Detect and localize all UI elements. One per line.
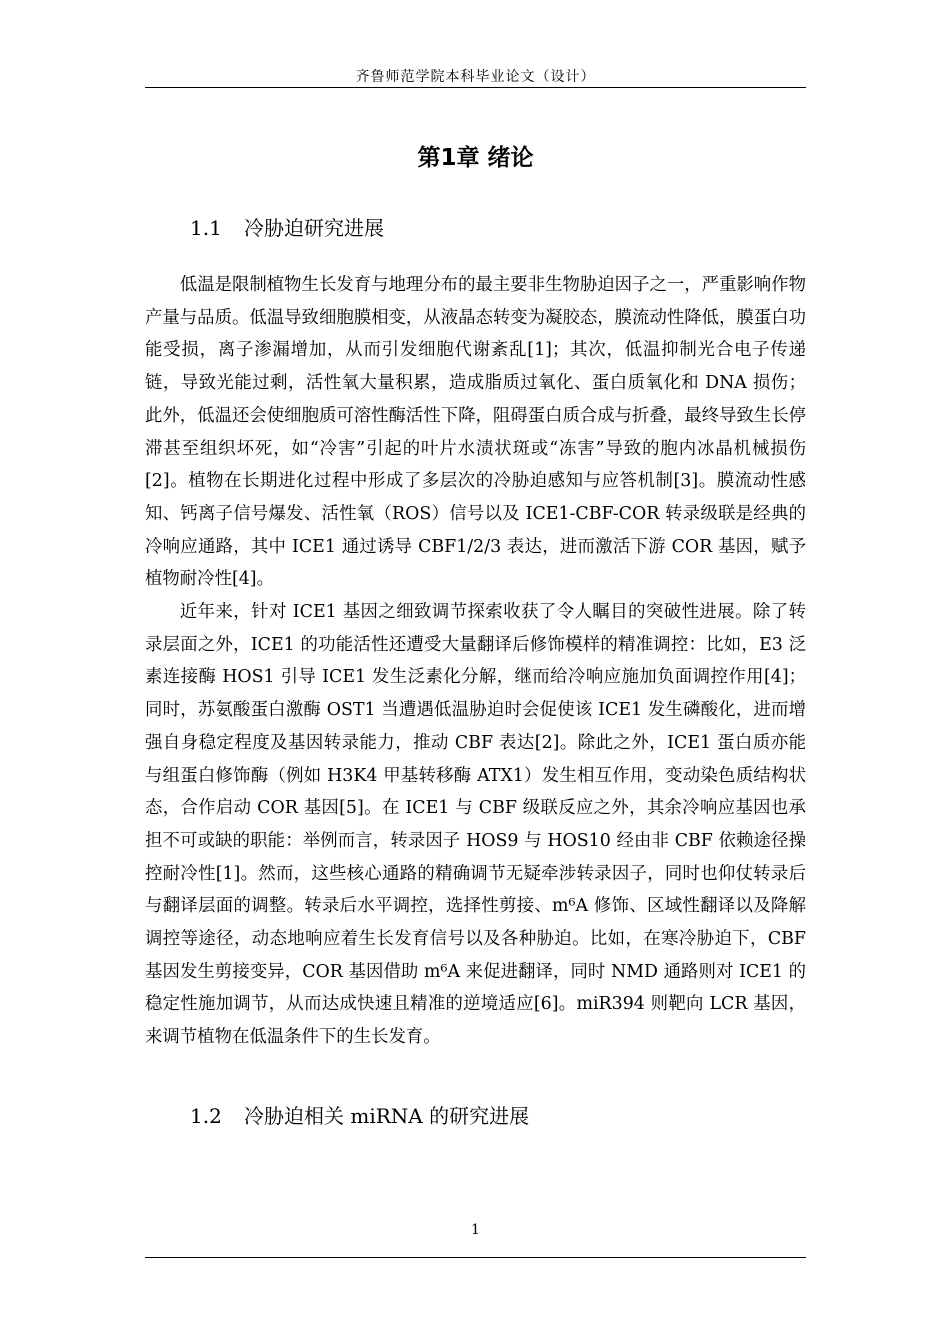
running-header-title: 齐鲁师范学院本科毕业论文（设计） xyxy=(355,69,596,85)
paragraph: 近年来，针对 ICE1 基因之细致调节探索收获了令人瞩目的突破性进展。除了转录层面之外，ICE1 的功能活性还遭受大量翻译后修饰模样的精准调控：比如，E3 泛素连接酶 HOS1 引导 ICE1 发生泛素化分解，继而给冷响应施加负面调控作用[4]；同时，苏氨酸蛋白激酶 OST1 当遭遇低温胁迫时会促使该 ICE1 发生磷酸化，进而增强自身稳定程度及基因转录能力，推动 CBF 表达[2]。除此之外，ICE1 蛋白质亦能与组蛋白修饰酶（例如 H3K4 甲基转移酶 ATX1）发生相互作用，变动染色质结构状态，合作启动 COR 基因[5]。在 ICE1 与 CBF 级联反应之外，其余冷响应基因也承担不可或缺的职能：举例而言，转录因子 HOS9 与 HOS10 经由非 CBF 依赖途径操控耐冷性[1]。然而，这些核心通路的精确调节无疑牵涉转录因子，同时也仰仗转录后与翻译层面的调整。转录后水平调控，选择性剪接、m⁶A 修饰、区域性翻译以及降解调控等途径，动态地响应着生长发育信号以及各种胁迫。比如，在寒冷胁迫下，CBF 基因发生剪接变异，COR 基因借助 m⁶A 来促进翻译，同时 NMD 通路则对 ICE1 的稳定性施加调节，从而达成快速且精准的逆境适应[6]。miR394 则靶向 LCR 基因，来调节植物在低温条件下的生长发育。 xyxy=(145,602,806,1048)
section-number: 1.1 xyxy=(190,216,222,240)
section-number: 1.2 xyxy=(190,1104,222,1128)
body-text xyxy=(145,269,806,1054)
section-title: 冷胁迫相关 miRNA 的研究进展 xyxy=(244,1104,530,1128)
section-heading-1-2 xyxy=(190,1100,529,1129)
paragraph: 低温是限制植物生长发育与地理分布的最主要非生物胁迫因子之一，严重影响作物产量与品质。低温导致细胞膜相变，从液晶态转变为凝胶态，膜流动性降低，膜蛋白功能受损，离子渗漏增加，从而引发细胞代谢紊乱[1]；其次，低温抑制光合电子传递链，导致光能过剩，活性氧大量积累，造成脂质过氧化、蛋白质氧化和 DNA 损伤；此外，低温还会使细胞质可溶性酶活性下降，阻碍蛋白质合成与折叠，最终导致生长停滞甚至组织坏死，如“冷害”引起的叶片水渍状斑或“冻害”导致的胞内冰晶机械损伤[2]。植物在长期进化过程中形成了多层次的冷胁迫感知与应答机制[3]。膜流动性感知、钙离子信号爆发、活性氧（ROS）信号以及 ICE1-CBF-COR 转录级联是经典的冷响应通路，其中 ICE1 通过诱导 CBF1/2/3 表达，进而激活下游 COR 基因，赋予植物耐冷性[4]。 xyxy=(145,275,806,590)
section-title: 冷胁迫研究进展 xyxy=(244,216,384,240)
header-divider xyxy=(145,87,806,88)
footer-divider xyxy=(145,1257,806,1258)
section-heading-1-1 xyxy=(190,212,384,241)
chapter-title: 第1章 绪论 xyxy=(417,145,534,171)
page-number: 1 xyxy=(471,1222,480,1238)
